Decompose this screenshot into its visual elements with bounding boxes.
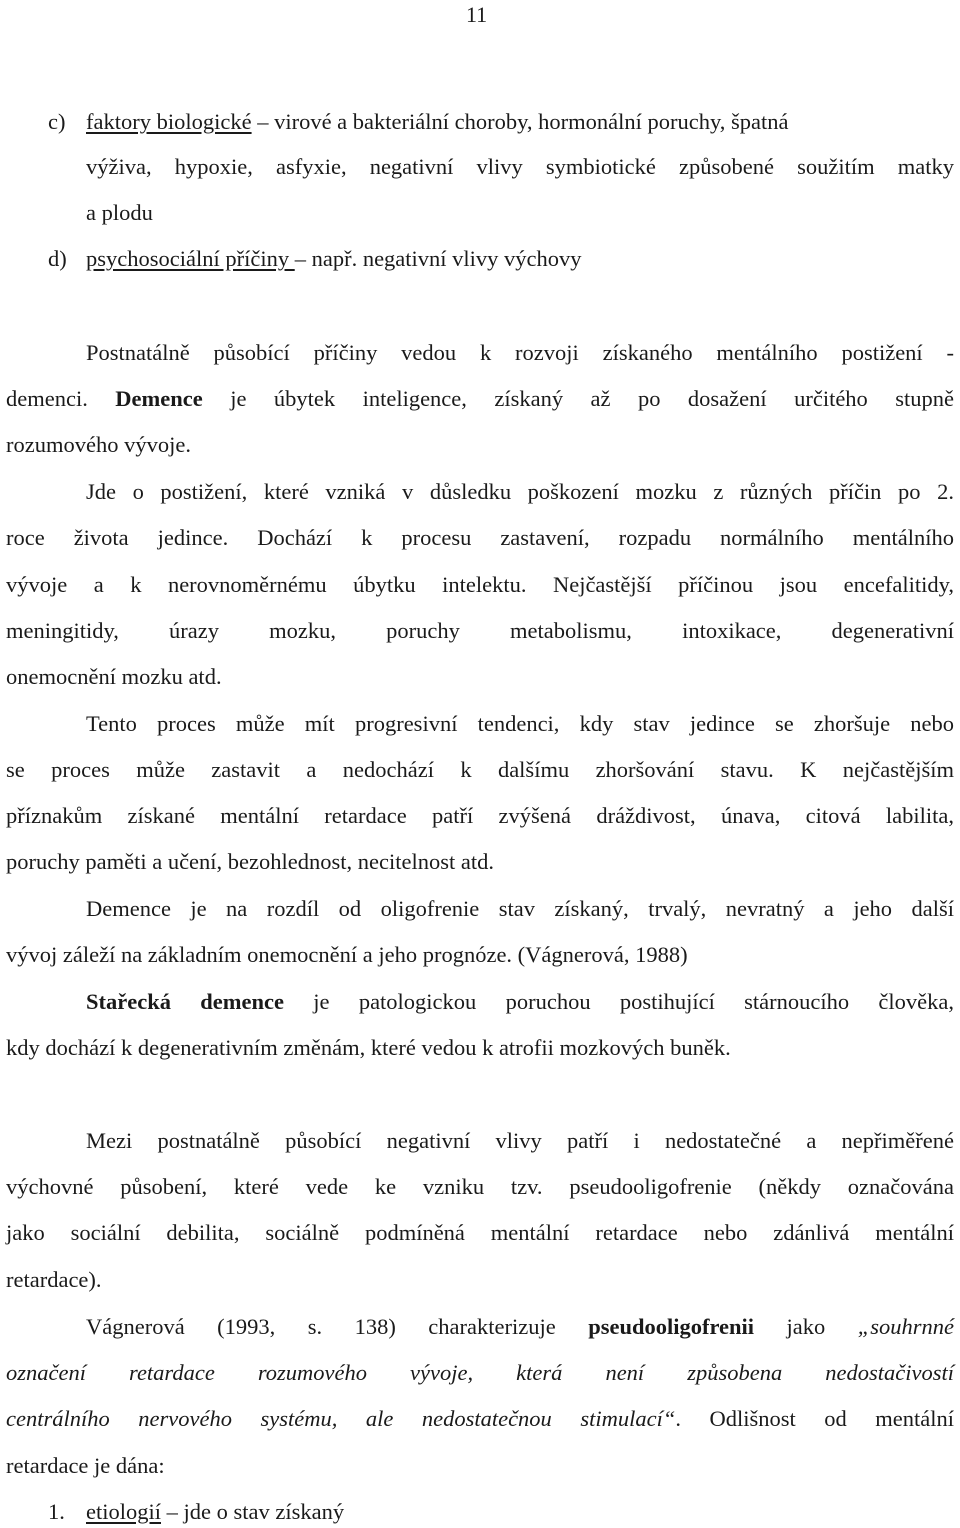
text: demenci. (6, 386, 116, 411)
list-term: faktory biologické (86, 109, 252, 134)
paragraph-1-line2 (6, 384, 954, 414)
bold-term: pseudooligofrenii (588, 1314, 755, 1339)
text: je patologickou poruchou postihující stárnoucího člověka, (284, 989, 954, 1014)
paragraph-2-line2: roce života jedince. Dochází k procesu zastavení, rozpadu normálního mentálního (6, 525, 954, 550)
paragraph-6-line3: jako sociální debilita, sociálně podmíněná mentální retardace nebo zdánlivá mentální (6, 1220, 954, 1245)
list-item-d (48, 244, 960, 274)
paragraph-4-line1: Demence je na rozdíl od oligofrenie stav získaný, trvalý, nevratný a jeho další (86, 896, 954, 921)
paragraph-2-line4: meningitidy, úrazy mozku, poruchy metabolismu, intoxikace, degenerativní (6, 618, 954, 643)
bold-term: Demence (115, 386, 203, 411)
paragraph-3-line1: Tento proces může mít progresivní tendenci, kdy stav jedince se zhoršuje nebo (86, 711, 954, 736)
list-label: c) (48, 109, 66, 134)
list-item-c-line3: a plodu (86, 200, 153, 225)
paragraph-3-line3: příznakům získané mentální retardace patří zvýšená dráždivost, únava, citová labilita, (6, 803, 954, 828)
paragraph-1-line3: rozumového vývoje. (6, 432, 191, 457)
text: – např. negativní vlivy výchovy (294, 246, 582, 271)
paragraph-6-line1: Mezi postnatálně působící negativní vlivy patří i nedostatečné a nepřiměřené (86, 1128, 954, 1153)
paragraph-5-line2: kdy dochází k degenerativním změnám, které vedou k atrofii mozkových buněk. (6, 1035, 731, 1060)
paragraph-7-line2: označení retardace rozumového vývoje, která není způsobena nedostačivostí (6, 1360, 954, 1385)
paragraph-7-line1 (86, 1312, 954, 1342)
paragraph-7-line4: retardace je dána: (6, 1453, 165, 1478)
text: . Odlišnost od mentální (675, 1406, 955, 1431)
list-item-c-line2: výživa, hypoxie, asfyxie, negativní vlivy symbiotické způsobené soužitím matky (86, 154, 954, 179)
text: je úbytek inteligence, získaný až po dosažení určitého stupně (202, 386, 954, 411)
text: – virové a bakteriální choroby, hormonální poruchy, špatná (251, 109, 789, 134)
list-label: 1. (48, 1499, 65, 1524)
numbered-item-1 (48, 1497, 960, 1527)
paragraph-4-line2: vývoj záleží na základním onemocnění a jeho prognóze. (Vágnerová, 1988) (6, 942, 688, 967)
paragraph-2-line3: vývoje a k nerovnoměrnému úbytku intelektu. Nejčastější příčinou jsou encefalitidy, (6, 572, 954, 597)
text: – jde o stav získaný (161, 1499, 345, 1524)
quote-text: „souhrnné (857, 1314, 954, 1339)
paragraph-6-line4: retardace). (6, 1267, 102, 1292)
bold-term: Stařecká demence (86, 989, 284, 1014)
quote-text: centrálního nervového systému, ale nedostatečnou stimulací“ (6, 1406, 676, 1431)
paragraph-2-line1: Jde o postižení, které vzniká v důsledku poškození mozku z různých příčin po 2. (86, 479, 954, 504)
paragraph-3-line2: se proces může zastavit a nedochází k dalšímu zhoršování stavu. K nejčastějším (6, 757, 954, 782)
paragraph-2-line5: onemocnění mozku atd. (6, 664, 222, 689)
list-term: psychosociální příčiny (86, 246, 295, 271)
list-term: etiologií (86, 1499, 161, 1524)
paragraph-1-line1: Postnatálně působící příčiny vedou k rozvoji získaného mentálního postižení - (86, 340, 954, 365)
list-item-c (48, 107, 954, 137)
paragraph-3-line4: poruchy paměti a učení, bezohlednost, necitelnost atd. (6, 849, 494, 874)
list-label: d) (48, 246, 67, 271)
text: jako (754, 1314, 858, 1339)
paragraph-7-line3 (6, 1404, 954, 1434)
text: Vágnerová (1993, s. 138) charakterizuje (86, 1314, 589, 1339)
paragraph-5-line1 (86, 987, 954, 1017)
page-number: 11 (466, 2, 488, 27)
paragraph-6-line2: výchovné působení, které vede ke vzniku tzv. pseudooligofrenie (někdy označována (6, 1174, 954, 1199)
